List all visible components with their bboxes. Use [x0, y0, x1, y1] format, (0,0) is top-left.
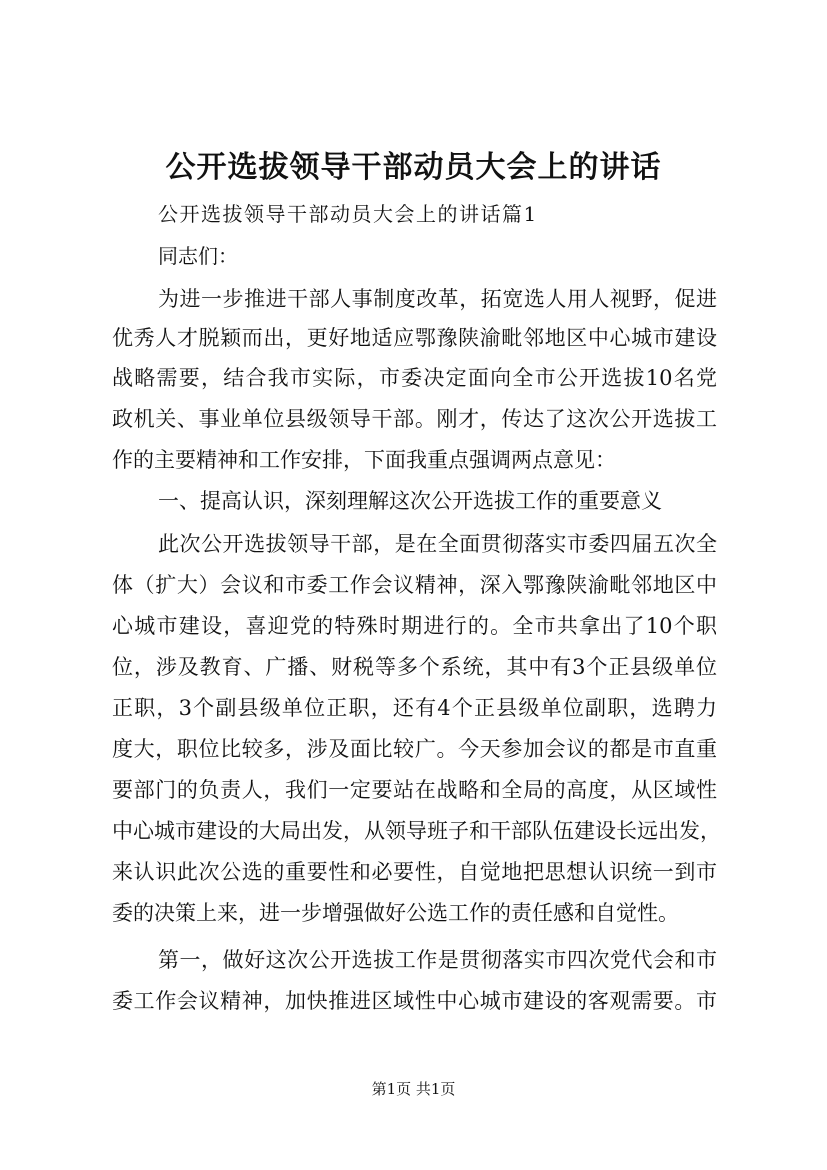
paragraph-line: 来认识此次公选的重要性和必要性，自觉地把思想认识统一到市: [112, 860, 717, 884]
paragraph-line: 政机关、事业单位县级领导干部。刚才，传达了这次公开选拔工: [112, 407, 717, 431]
paragraph-line: 战略需要，结合我市实际，市委决定面向全市公开选拔10名党: [112, 366, 717, 390]
paragraph-line: 体（扩大）会议和市委工作会议精神，深入鄂豫陕渝毗邻地区中: [112, 573, 717, 597]
paragraph-line: 委工作会议精神，加快推进区域性中心城市建设的客观需要。市: [112, 989, 717, 1013]
paragraph-line: 中心城市建设的大局出发，从领导班子和干部队伍建设长远出发，: [112, 819, 721, 843]
paragraph-line: 第一，做好这次公开选拔工作是贯彻落实市四次党代会和市: [158, 948, 717, 972]
paragraph-line: 委的决策上来，进一步增强做好公选工作的责任感和自觉性。: [112, 901, 679, 925]
paragraph-line: 要部门的负责人，我们一定要站在战略和全局的高度，从区域性: [112, 778, 717, 802]
section-heading: 一、提高认识，深刻理解这次公开选拔工作的重要意义: [158, 489, 662, 513]
document-title: 公开选拔领导干部动员大会上的讲话: [165, 150, 662, 185]
paragraph-line: 优秀人才脱颖而出，更好地适应鄂豫陕渝毗邻地区中心城市建设: [112, 326, 717, 350]
paragraph-line: 作的主要精神和工作安排，下面我重点强调两点意见：: [112, 448, 616, 472]
paragraph-line: 此次公开选拔领导干部，是在全面贯彻落实市委四届五次全: [158, 532, 717, 556]
greeting: 同志们：: [158, 244, 238, 268]
paragraph-line: 正职，3个副县级单位正职，还有4个正县级单位副职，选聘力: [112, 696, 717, 720]
document-subtitle: 公开选拔领导干部动员大会上的讲话篇1: [158, 202, 538, 226]
paragraph-line: 位，涉及教育、广播、财税等多个系统，其中有3个正县级单位: [112, 655, 717, 679]
paragraph-line: 为进一步推进干部人事制度改革，拓宽选人用人视野，促进: [158, 287, 717, 311]
paragraph-line: 度大，职位比较多，涉及面比较广。今天参加会议的都是市直重: [112, 737, 717, 761]
paragraph-line: 心城市建设，喜迎党的特殊时期进行的。全市共拿出了10个职: [112, 614, 717, 638]
page-footer: 第1页 共1页: [371, 1080, 456, 1098]
